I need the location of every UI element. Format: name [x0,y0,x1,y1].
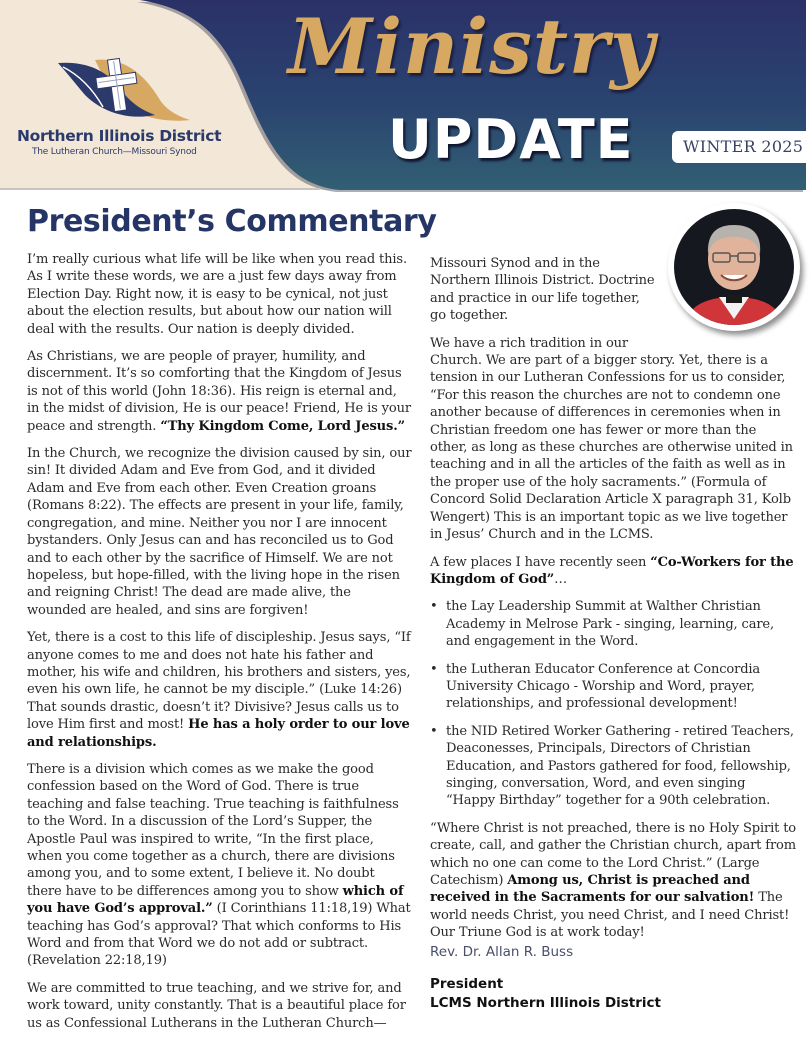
paragraph: I’m really curious what life will be like when you read this. As I write these words, we are a just few days away from Election Day. Right now, it is easy to be cynical, not just about the election results, but about how our nation will deal with the results. Our nation is deeply divided. [27,252,407,337]
emphasis: He has a holy order to our love and relationships. [27,717,410,750]
title-ministry: Ministry [288,2,656,91]
paragraph: A few places I have recently seen “Co-Workers for the Kingdom of God”… [430,554,794,587]
paragraph: Yet, there is a cost to this life of discipleship. Jesus says, “If anyone comes to me and does not hate his father and mother, his wife and children, his brothers and sisters, yes, even his own life, he cannot be my disciple.” (Luke 14:26) That sounds drastic, doesn’t it? Divisive? Jesus calls us to love Him first and most! He has a holy order to our love and relationships. [27,630,411,750]
logo-name: Northern Illinois District [17,127,222,145]
signature-title-line: President [430,976,504,992]
district-logo [15,55,230,165]
co-workers-list [430,598,796,809]
signature-title [430,975,661,1012]
signature-name: Rev. Dr. Allan R. Buss [430,944,574,960]
list-item: • the Lutheran Educator Conference at Concordia University Chicago - Worship and Word, prayer, relationships, and professional development! [430,661,796,713]
list-item: • the Lay Leadership Summit at Walther Christian Academy in Melrose Park - singing, learning, care, and engagement in the Word. [430,598,796,650]
paragraph: As Christians, we are people of prayer, humility, and discernment. It’s so comforting that the Kingdom of Jesus is not of this world (John 18:36). His reign is eternal and, in the midst of division, He is our peace! Friend, He is your peace and strength. “Thy Kingdom Come, Lord Jesus.” [27,349,411,434]
list-item: • the NID Retired Worker Gathering - retired Teachers, Deaconesses, Principals, Directors of Christian Education, and Pastors gathered for food, fellowship, singing, conversation, Word, and even singing “Happy Birthday” together for a 90th celebration. [430,723,796,810]
emphasis: “Co-Workers for the Kingdom of God” [430,554,794,587]
emphasis: which of you have God’s approval.” [27,883,404,917]
logo-subtitle: The Lutheran Church—Missouri Synod [32,147,197,157]
paragraph: There is a division which comes as we make the good confession based on the Word of God. There is true teaching and false teaching. True teaching is faithfulness to the Word. In a discussion of the Lord’s Supper, the Apostle Paul was inspired to write, “In the first place, when you come together as a church, there are divisions among you, and to some extent, I believe it. No doubt there have to be differences among you to show which of you have God’s approval.” (I Corinthians 11:18,19) What teaching has God’s approval? That which conforms to His Word and from that Word we do not add or subtract. (Revelation 22:18,19) [27,761,411,969]
emphasis: “Thy Kingdom Come, Lord Jesus.” [160,418,405,434]
article-column-left [27,251,412,1042]
title-update: UPDATE [388,108,634,171]
masthead [0,0,806,190]
paragraph: We are committed to true teaching, and we strive for, and work toward, unity constantly. That is a beautiful place for us as Confessional Lutherans in the Lutheran Church— [27,980,406,1031]
paragraph: Missouri Synod and in the Northern Illinois District. Doctrine and practice in our life together, go together. [430,256,655,324]
header-divider [0,188,320,190]
signature-title-line: LCMS Northern Illinois District [430,994,662,1011]
emphasis: Among us, Christ is preached and received in the Sacraments for our salvation! [430,873,755,906]
paragraph: “Where Christ is not preached, there is no Holy Spirit to create, call, and gather the Christian church, apart from which no one can come to the Lord Christ.” (Large Catechism) Among us, Christ is preached and received in the Sacraments for our salvation! The world needs Christ, you need Christ, and I need Christ! Our Triune God is at work today! [430,820,797,941]
article-column-right [430,251,796,952]
season-badge: WINTER 2025 [672,131,812,163]
paragraph: In the Church, we recognize the division caused by sin, our sin! It divided Adam and Eve from God, and it divided Adam and Eve from each other. Even Creation groans (Romans 8:22). The effects are present in your life, family, congregation, and mine. Neither you nor I are innocent bystanders. Only Jesus can and has reconciled us to God and to each other by the sacrifice of Himself. We are not hopeless, but hope-filled, with the living hope in the risen and reigning Christ! The dead are made alive, the wounded are healed, and sins are forgiven! [27,446,412,618]
paragraph: We have a rich tradition in our Church. We are part of a bigger story. Yet, there is a tension in our Lutheran Confessions for us to consider, “For this reason the churches are not to condemn one another because of differences in ceremonies when in Christian freedom one has fewer or more than the other, as long as these churches are otherwise united in teaching and in all the articles of the faith as well as in the proper use of the holy sacraments.” (Formula of Concord Solid Declaration Article X paragraph 31, Kolb Wengert) This is an important topic as we live together in Jesus’ Church and in the LCMS. [430,335,793,543]
article-heading: President’s Commentary [27,204,437,239]
cross-leaf-icon [55,55,195,125]
